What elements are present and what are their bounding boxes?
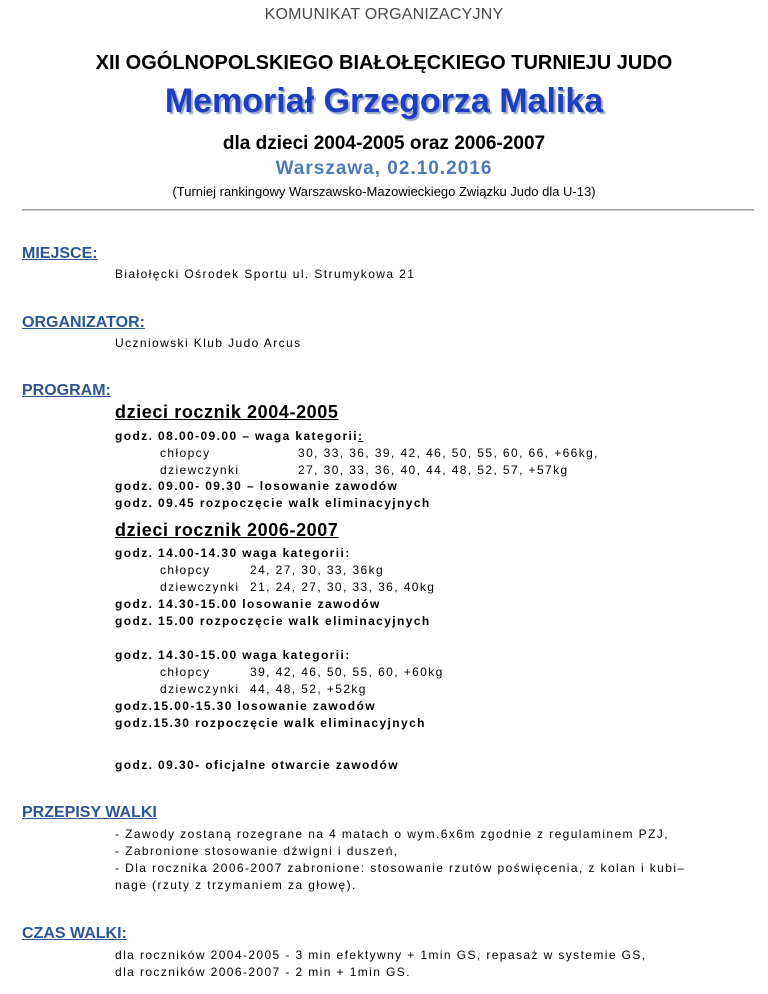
section-heading-program: PROGRAM: bbox=[22, 382, 111, 399]
group1-girls-categories: 27, 30, 33, 36, 40, 44, 48, 52, 57, +57kg bbox=[298, 463, 569, 477]
group2-start-a: godz. 15.00 rozpoczęcie walk eliminacyjnych bbox=[115, 614, 431, 628]
age-groups-subtitle: dla dzieci 2004-2005 oraz 2006-2007 bbox=[222, 133, 546, 154]
header-divider bbox=[22, 209, 754, 211]
group2-girls-categories-b: 44, 48, 52, +52kg bbox=[250, 682, 367, 696]
section-heading-organizator: ORGANIZATOR: bbox=[22, 314, 145, 331]
ranking-note: (Turniej rankingowy Warszawsko-Mazowieckiego Związku Judo dla U-13) bbox=[172, 184, 596, 199]
group2-draw-a: godz. 14.30-15.00 losowanie zawodów bbox=[115, 597, 381, 611]
rules-line-3: - Dla rocznika 2006-2007 zabronione: stosowanie rzutów poświęcenia, z kolan i kubi– bbox=[115, 861, 686, 875]
organizer-text: Uczniowski Klub Judo Arcus bbox=[115, 336, 302, 350]
group2-title: dzieci rocznik 2006-2007 bbox=[115, 520, 339, 540]
rules-line-1: - Zawody zostaną rozegrane na 4 matach o wym.6x6m zgodnie z regulaminem PZJ, bbox=[115, 827, 669, 841]
section-heading-przepisy: PRZEPISY WALKI bbox=[22, 804, 157, 821]
group2-girls-categories-a: 21, 24, 27, 30, 33, 36, 40kg bbox=[250, 580, 436, 594]
group2-start-b: godz.15.30 rozpoczęcie walk eliminacyjnych bbox=[115, 716, 426, 730]
group1-weigh-in: godz. 08.00-09.00 – waga kategorii: bbox=[115, 429, 364, 443]
group2-weigh-in-a: godz. 14.00-14.30 waga kategorii: bbox=[115, 546, 351, 560]
fight-time-line-2: dla roczników 2006-2007 - 2 min + 1min GS. bbox=[115, 965, 411, 979]
group1-boys-categories: 30, 33, 36, 39, 42, 46, 50, 55, 60, 66, +66kg, bbox=[298, 446, 599, 460]
group2-boys-label-b: chłopcy bbox=[160, 665, 211, 679]
group2-girls-label-a: dziewczynki bbox=[160, 580, 240, 594]
tournament-title: XII OGÓLNOPOLSKIEGO BIAŁOŁĘCKIEGO TURNIEJU JUDO bbox=[95, 52, 673, 74]
group2-boys-categories-b: 39, 42, 46, 50, 55, 60, +60kg bbox=[250, 665, 444, 679]
group2-boys-label-a: chłopcy bbox=[160, 563, 211, 577]
rules-line-2: - Zabronione stosowanie dźwigni i duszeń, bbox=[115, 844, 399, 858]
group1-start: godz. 09.45 rozpoczęcie walk eliminacyjnych bbox=[115, 496, 431, 510]
group1-boys-label: chłopcy bbox=[160, 446, 211, 460]
opening-ceremony: godz. 09.30- oficjalne otwarcie zawodów bbox=[115, 758, 399, 772]
rules-line-4: nage (rzuty z trzymaniem za głowę). bbox=[115, 878, 357, 892]
group1-girls-label: dziewczynki bbox=[160, 463, 240, 477]
place-date: Warszawa, 02.10.2016 bbox=[275, 158, 493, 179]
group2-draw-b: godz.15.00-15.30 losowanie zawodów bbox=[115, 699, 376, 713]
section-heading-miejsce: MIEJSCE: bbox=[22, 245, 98, 262]
venue-text: Białołęcki Ośrodek Sportu ul. Strumykowa 21 bbox=[115, 267, 416, 281]
group2-boys-categories-a: 24, 27, 30, 33, 36kg bbox=[250, 563, 385, 577]
group2-girls-label-b: dziewczynki bbox=[160, 682, 240, 696]
memorial-title: Memoriał Grzegorza Malika bbox=[164, 82, 604, 120]
group1-title: dzieci rocznik 2004-2005 bbox=[115, 402, 339, 422]
fight-time-line-1: dla roczników 2004-2005 - 3 min efektywny + 1min GS, repasaż w systemie GS, bbox=[115, 948, 647, 962]
section-heading-czas: CZAS WALKI: bbox=[22, 925, 127, 942]
group2-weigh-in-b: godz. 14.30-15.00 waga kategorii: bbox=[115, 648, 351, 662]
group1-draw: godz. 09.00- 09.30 – losowanie zawodów bbox=[115, 479, 399, 493]
document-kicker: KOMUNIKAT ORGANIZACYJNY bbox=[264, 6, 504, 23]
